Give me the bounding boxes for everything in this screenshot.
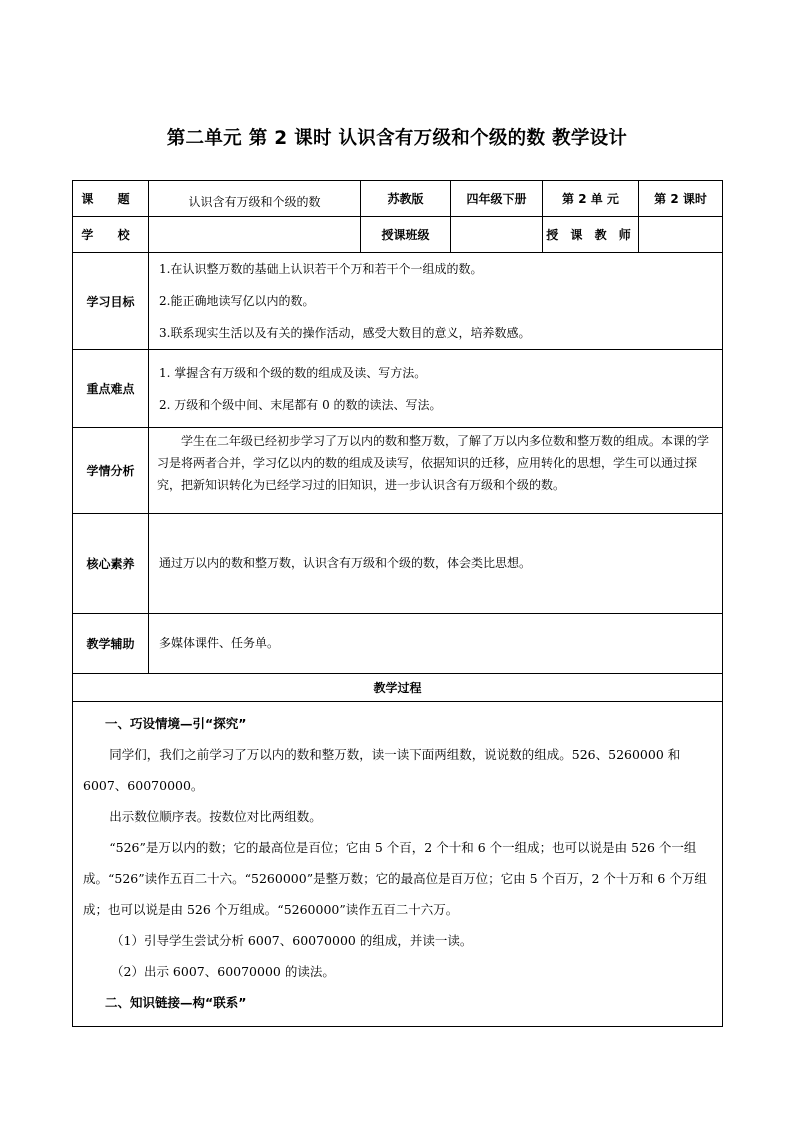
topic-value: 认识含有万级和个级的数 xyxy=(149,181,361,217)
row-process xyxy=(73,702,723,1027)
literacy-label: 核心素养 xyxy=(73,514,149,614)
row-process-heading xyxy=(73,674,723,702)
aids-text: 多媒体课件、任务单。 xyxy=(159,636,280,650)
class-label: 授课班级 xyxy=(361,217,451,253)
section-heading: 二、知识链接—构“联系” xyxy=(105,995,247,1010)
analysis-label: 学情分析 xyxy=(73,428,149,514)
process-subitem: （2）出示 6007、60070000 的读法。 xyxy=(111,964,335,979)
section-heading: 一、巧设情境—引“探究” xyxy=(105,716,247,731)
row-school xyxy=(73,217,723,253)
analysis-content xyxy=(149,428,723,514)
aids-label: 教学辅助 xyxy=(73,614,149,674)
aids-content xyxy=(149,614,723,674)
teacher-label: 授 课 教 师 xyxy=(543,217,639,253)
row-analysis xyxy=(73,428,723,514)
lesson-plan-table xyxy=(72,180,723,1027)
topic-label: 课 题 xyxy=(73,181,149,217)
goals-content xyxy=(149,253,723,350)
process-subitem: （1）引导学生尝试分析 6007、60070000 的组成，并读一读。 xyxy=(111,933,473,948)
teacher-value xyxy=(639,217,723,253)
key-points-content xyxy=(149,350,723,428)
edition-cell: 苏教版 xyxy=(361,181,451,217)
literacy-text: 通过万以内的数和整万数，认识含有万级和个级的数，体会类比思想。 xyxy=(159,556,532,570)
process-paragraph: 出示数位顺序表。按数位对比两组数。 xyxy=(109,809,322,824)
lesson-cell: 第 2 课时 xyxy=(639,181,723,217)
class-value xyxy=(451,217,543,253)
row-key-points xyxy=(73,350,723,428)
page-title: 第二单元 第 2 课时 认识含有万级和个级的数 教学设计 xyxy=(166,128,628,149)
key-point-item: 2. 万级和个级中间、末尾都有 0 的数的读法、写法。 xyxy=(159,397,442,412)
process-content xyxy=(73,702,723,1027)
school-label: 学 校 xyxy=(73,217,149,253)
unit-cell: 第 2 单 元 xyxy=(543,181,639,217)
literacy-content xyxy=(149,514,723,614)
process-paragraph: “526”是万以内的数；它的最高位是百位；它由 5 个百，2 个十和 6 个一组成；也可以说是由 526 个一组成。“526”读作五百二十六。“5260000”是整万数；它的最高位是百万位；它由 5 个百万，2 个十万和 6 个万组成；也可以说是由 526 个万组成。“5260000”读作五百二十六万。 xyxy=(83,840,707,917)
analysis-text: 学生在二年级已经初步学习了万以内的数和整万数，了解了万以内多位数和整万数的组成。本课的学习是将两者合并，学习亿以内的数的组成及读写，依据知识的迁移，应用转化的思想，学生可以通过探究，把新知识转化为已经学习过的旧知识，进一步认识含有万级和个级的数。 xyxy=(157,434,710,492)
goal-item: 1.在认识整万数的基础上认识若干个万和若干个一组成的数。 xyxy=(159,262,483,276)
row-topic xyxy=(73,181,723,217)
process-heading: 教学过程 xyxy=(73,674,723,702)
process-paragraph: 同学们，我们之前学习了万以内的数和整万数，读一读下面两组数，说说数的组成。526、5260000 和 6007、60070000。 xyxy=(83,747,681,793)
grade-cell: 四年级下册 xyxy=(451,181,543,217)
school-value xyxy=(149,217,361,253)
key-point-item: 1. 掌握含有万级和个级的数的组成及读、写方法。 xyxy=(159,365,427,380)
goal-item: 3.联系现实生活以及有关的操作活动，感受大数目的意义，培养数感。 xyxy=(159,326,531,340)
row-goals xyxy=(73,253,723,350)
row-aids xyxy=(73,614,723,674)
goal-item: 2.能正确地读写亿以内的数。 xyxy=(159,294,315,308)
row-literacy xyxy=(73,514,723,614)
goals-label: 学习目标 xyxy=(73,253,149,350)
key-points-label: 重点难点 xyxy=(73,350,149,428)
